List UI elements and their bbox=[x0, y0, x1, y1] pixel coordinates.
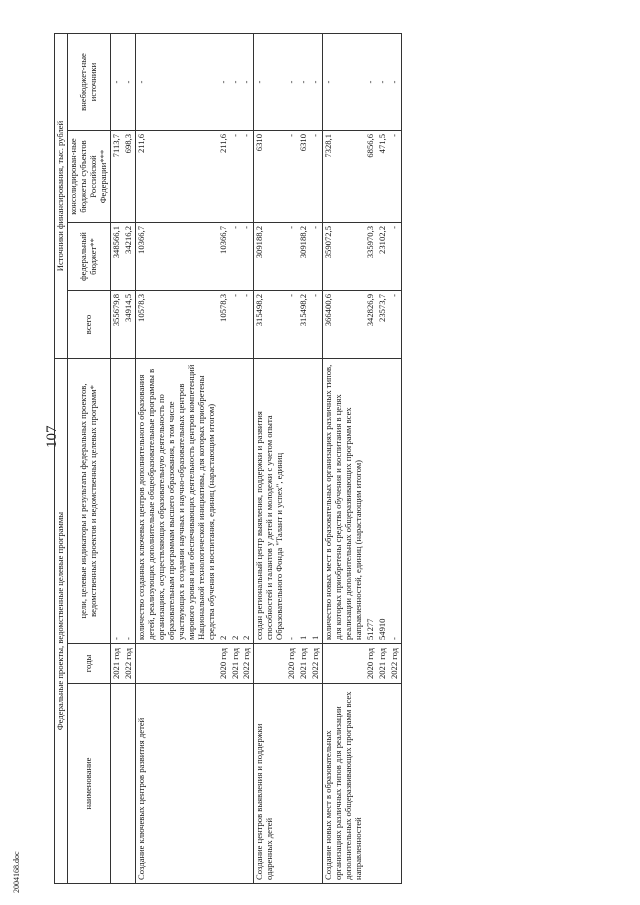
cell-goal: 54910 bbox=[377, 359, 389, 644]
cell-total: - bbox=[389, 291, 401, 359]
cell-name bbox=[230, 684, 242, 884]
cell-year: 2021 год bbox=[298, 644, 310, 684]
cell-extra: - bbox=[286, 33, 298, 130]
cell-regional: 211,6 bbox=[218, 131, 230, 223]
cell-goal: - bbox=[286, 359, 298, 644]
table-row bbox=[135, 33, 217, 883]
document-id: 2004168.doc bbox=[12, 851, 21, 893]
table-row bbox=[365, 33, 377, 883]
cell-extra: - bbox=[241, 33, 253, 130]
cell-regional: 6856,6 bbox=[365, 131, 377, 223]
cell-name bbox=[241, 684, 253, 884]
cell-extra: - bbox=[323, 33, 365, 130]
cell-extra: - bbox=[298, 33, 310, 130]
cell-extra: - bbox=[310, 33, 322, 130]
cell-extra: - bbox=[389, 33, 401, 130]
cell-year: 2022 год bbox=[389, 644, 401, 684]
cell-total: 10578,3 bbox=[218, 291, 230, 359]
cell-federal: - bbox=[310, 223, 322, 291]
cell-regional: 7113,7 bbox=[110, 131, 122, 223]
cell-extra: - bbox=[230, 33, 242, 130]
cell-name bbox=[123, 684, 135, 884]
cell-goal: 1 bbox=[298, 359, 310, 644]
cell-federal: - bbox=[230, 223, 242, 291]
cell-name: Создание центров выявления и поддержки одаренных детей bbox=[254, 684, 286, 884]
table-row bbox=[110, 33, 122, 883]
cell-year bbox=[323, 644, 365, 684]
cell-extra: - bbox=[110, 33, 122, 130]
cell-extra: - bbox=[254, 33, 286, 130]
header-financing: Источники финансирования, тыс. рублей bbox=[55, 33, 68, 358]
cell-goal: - bbox=[110, 359, 122, 644]
col-goals-header: цели, целевые индикаторы и результаты федеральных проектов, ведомственных проектов и ведомственных целевых программ* bbox=[67, 359, 110, 644]
cell-regional: - bbox=[286, 131, 298, 223]
cell-extra: - bbox=[377, 33, 389, 130]
page-number: 107 bbox=[44, 425, 60, 448]
col-extra-header: внебюджет-ные источники bbox=[67, 33, 110, 130]
cell-total: 366400,6 bbox=[323, 291, 365, 359]
cell-name bbox=[310, 684, 322, 884]
cell-regional: - bbox=[310, 131, 322, 223]
cell-regional: 698,3 bbox=[123, 131, 135, 223]
cell-goal: 2 bbox=[230, 359, 242, 644]
cell-goal: - bbox=[389, 359, 401, 644]
table-row bbox=[241, 33, 253, 883]
cell-year: 2021 год bbox=[110, 644, 122, 684]
cell-total: 355679,8 bbox=[110, 291, 122, 359]
cell-year: 2020 год bbox=[365, 644, 377, 684]
table-row bbox=[389, 33, 401, 883]
cell-extra: - bbox=[218, 33, 230, 130]
col-total-header: всего bbox=[67, 291, 110, 359]
cell-federal: 309188,2 bbox=[254, 223, 286, 291]
table-row bbox=[230, 33, 242, 883]
cell-extra: - bbox=[123, 33, 135, 130]
cell-federal: 10366,7 bbox=[135, 223, 217, 291]
cell-name bbox=[298, 684, 310, 884]
col-years-header: годы bbox=[67, 644, 110, 684]
cell-name bbox=[110, 684, 122, 884]
cell-name: Создание новых мест в образовательных организациях различных типов для реализации дополнительных общеразвивающих программ всех направленностей bbox=[323, 684, 365, 884]
cell-year: 2022 год bbox=[310, 644, 322, 684]
table-row bbox=[123, 33, 135, 883]
cell-goal: 51277 bbox=[365, 359, 377, 644]
cell-total: - bbox=[310, 291, 322, 359]
header-projects: Федеральные проекты, ведомственные целевые программы bbox=[55, 359, 68, 884]
cell-federal: 23102,2 bbox=[377, 223, 389, 291]
cell-regional: - bbox=[389, 131, 401, 223]
cell-total: 34914,5 bbox=[123, 291, 135, 359]
table-row bbox=[377, 33, 389, 883]
cell-goal: количество новых мест в образовательных организациях различных типов, для которых приобретены средства обучения и воспитания в целях реализации дополнительных общеразвивающих программ всех направленностей, единиц (нарастающим итогом) bbox=[323, 359, 365, 644]
col-name-header: наименование bbox=[67, 684, 110, 884]
cell-federal: - bbox=[389, 223, 401, 291]
cell-federal: - bbox=[286, 223, 298, 291]
cell-federal: 335970,3 bbox=[365, 223, 377, 291]
cell-regional: 6310 bbox=[254, 131, 286, 223]
cell-name bbox=[365, 684, 377, 884]
cell-total: 23573,7 bbox=[377, 291, 389, 359]
cell-year bbox=[254, 644, 286, 684]
table-row bbox=[298, 33, 310, 883]
cell-year: 2022 год bbox=[241, 644, 253, 684]
table-row bbox=[310, 33, 322, 883]
cell-federal: 309188,2 bbox=[298, 223, 310, 291]
cell-goal: 2 bbox=[241, 359, 253, 644]
cell-total: 315498,2 bbox=[254, 291, 286, 359]
cell-year: 2022 год bbox=[123, 644, 135, 684]
table-row bbox=[323, 33, 365, 883]
cell-goal: - bbox=[123, 359, 135, 644]
cell-regional: - bbox=[241, 131, 253, 223]
table-row bbox=[218, 33, 230, 883]
financing-table bbox=[54, 33, 402, 884]
cell-name bbox=[389, 684, 401, 884]
cell-name bbox=[377, 684, 389, 884]
table-body bbox=[110, 33, 401, 883]
cell-regional: 7328,1 bbox=[323, 131, 365, 223]
cell-extra: - bbox=[135, 33, 217, 130]
table-row bbox=[286, 33, 298, 883]
cell-total: 315498,2 bbox=[298, 291, 310, 359]
cell-total: 342826,9 bbox=[365, 291, 377, 359]
cell-federal: 34216,2 bbox=[123, 223, 135, 291]
cell-year bbox=[135, 644, 217, 684]
cell-regional: 471,5 bbox=[377, 131, 389, 223]
cell-total: - bbox=[286, 291, 298, 359]
cell-name: Создание ключевых центров развития детей bbox=[135, 684, 217, 884]
cell-extra: - bbox=[365, 33, 377, 130]
cell-federal: 10366,7 bbox=[218, 223, 230, 291]
cell-year: 2021 год bbox=[230, 644, 242, 684]
col-federal-header: федеральный бюджет** bbox=[67, 223, 110, 291]
cell-regional: - bbox=[230, 131, 242, 223]
cell-total: - bbox=[241, 291, 253, 359]
cell-year: 2020 год bbox=[218, 644, 230, 684]
cell-goal: 2 bbox=[218, 359, 230, 644]
rotated-table-container bbox=[54, 34, 574, 884]
cell-federal: 348566,1 bbox=[110, 223, 122, 291]
cell-goal: создан региональный центр выявления, поддержки и развития способностей и талантов у детей и молодежи с учетом опыта Образовательного Фонда "Талант и успех", единиц bbox=[254, 359, 286, 644]
cell-name bbox=[286, 684, 298, 884]
cell-regional: 211,6 bbox=[135, 131, 217, 223]
cell-federal: - bbox=[241, 223, 253, 291]
cell-year: 2020 год bbox=[286, 644, 298, 684]
cell-year: 2021 год bbox=[377, 644, 389, 684]
cell-goal: количество созданных ключевых центров дополнительного образования детей, реализующих дополнительные общеобразовательные программы в организациях, осуществляющих образовательную деятельность по образовательным программам высшего образования, в том числе участвующих в создании научных и научно-образовательных центров мирового уровня или обеспечивающих деятельность центров компетенций Национальной технологической инициативы, для которых приобретены средства обучения и воспитания, единиц (нарастающим итогом) bbox=[135, 359, 217, 644]
cell-total: - bbox=[230, 291, 242, 359]
cell-total: 10578,3 bbox=[135, 291, 217, 359]
col-regional-header: консолидирован-ные бюджеты субъектов Российской Федерации*** bbox=[67, 131, 110, 223]
cell-name bbox=[218, 684, 230, 884]
cell-regional: 6310 bbox=[298, 131, 310, 223]
cell-goal: 1 bbox=[310, 359, 322, 644]
cell-federal: 359072,5 bbox=[323, 223, 365, 291]
table-row bbox=[254, 33, 286, 883]
